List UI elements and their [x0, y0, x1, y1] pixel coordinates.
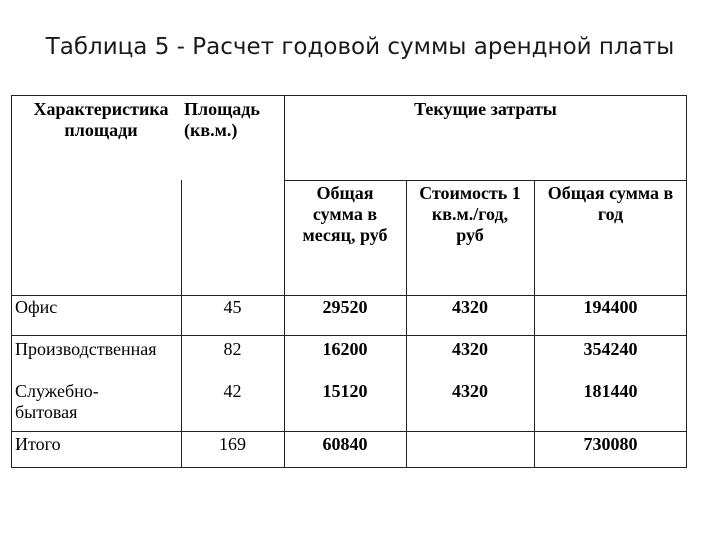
row-name: Офис: [15, 297, 58, 317]
header-characteristic: Характеристика площади: [33, 99, 169, 140]
grid-line: [12, 295, 687, 296]
row-annual: 194400: [583, 297, 638, 317]
grid-line: [284, 180, 687, 181]
row-name: Служебно- бытовая: [15, 381, 99, 422]
rent-table: [11, 95, 687, 468]
row-monthly: 15120: [322, 381, 368, 401]
grid-line: [12, 431, 687, 432]
row-cost: 4320: [452, 381, 488, 401]
row-monthly: 16200: [322, 339, 368, 359]
row-cost: 4320: [452, 297, 488, 317]
row-cost: 4320: [452, 339, 488, 359]
row-monthly: 29520: [322, 297, 368, 317]
row-name: Итого: [15, 434, 61, 454]
header-monthly: Общая сумма в месяц, руб: [302, 183, 388, 245]
header-annual: Общая сумма в год: [547, 183, 674, 224]
row-annual: 730080: [583, 434, 638, 454]
grid-line: [12, 335, 687, 336]
header-current-costs: Текущие затраты: [414, 99, 557, 119]
grid-line: [284, 96, 285, 468]
row-area: 169: [219, 434, 246, 454]
page-title: Таблица 5 - Расчет годовой суммы арендной платы: [45, 34, 675, 60]
row-name: Производственная: [15, 339, 157, 359]
header-cost-per-sqm: Стоимость 1 кв.м./год, руб: [419, 183, 521, 245]
grid-line: [181, 180, 182, 468]
row-monthly: 60840: [322, 434, 368, 454]
row-area: 82: [223, 339, 242, 359]
row-area: 42: [223, 381, 242, 401]
row-annual: 354240: [583, 339, 638, 359]
row-annual: 181440: [583, 381, 638, 401]
header-area: Площадь (кв.м.): [184, 99, 260, 140]
row-area: 45: [223, 297, 242, 317]
